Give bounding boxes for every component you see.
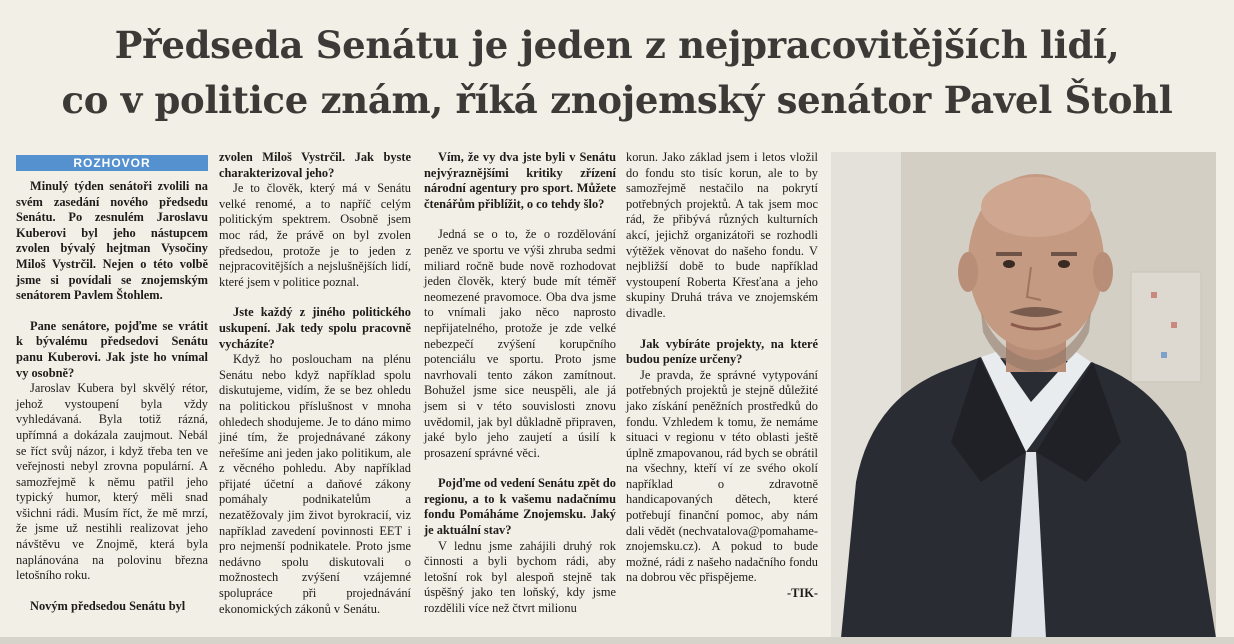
answer-6: Je pravda, že správné vytypování potřebných projektů je stejně důležité jako získání peněžních prostředků do fondu. Vzhledem k tomu, že nemáme situaci v regionu v této oblasti ještě úplně zmapovanou, rád bych se obrátil na všechny, kteří ví ze svého okolí například o zdravotně handicapovaných dětech, které potřebují finanční pomoc, aby nám dali vědět (nechvatalova@pomahame-znojemsku.cz). A pokud to bude možné, rádi z našeho nadačního fondu na dobrou věc přispějeme. — [626, 367, 818, 585]
portrait-illustration — [831, 152, 1216, 638]
answer-2: Je to člověk, který má v Senátu velké renomé, a to napříč celým politickým spektrem. Osobně jsem moc rád, že právě on byl zvolen předsedou, protože je to jeden z nejpracovitějších a nejslušnějších lidí, které jsem v politice poznal. — [219, 181, 411, 289]
answer-3: Když ho posloucham na plénu Senátu nebo když například spolu diskutujeme, vidím, že se bez ohledu na politickou příslušnost v mnoha ohledech shodujeme. Je to dáno mimo jiné tím, že projednávané zákony neřešíme ani jeden jako politikum, ale z věcného pohledu. Aby například přijaté účetní a daňové zákony pomáhaly podnikatelům a nezatěžovaly jim život byrokracií, viz například zavedení povinnosti EET i pro nejmenší podnikatele. Proto jsme nedávno spolu diskutovali o možnostech zvýšení vzájemné spolupráce při projednávání ekonomických zákonů v Senátu. — [219, 352, 411, 616]
answer-1: Jaroslav Kubera byl skvělý rétor, jehož vystoupení byla vždy vyhledávaná. Byla totiž rázná, upřímná a dokázala zaujmout. Nebál se říct svůj názor, i když třeba ten ve veřejnosti nebyl zrovna populární. A samozřejmě k němu patřil jeho typický humor, který měli snad všichni rádi. Musím říct, že mě mrzí, že jsme už nestihli realizovat jeho návštěvu ve Znojmě, která byla naplánována na polovinu března letošního roku. — [16, 381, 208, 583]
question-5: Pojďme od vedení Senátu zpět do regionu, a to k vašemu nadačnímu fondu Pomáháme Znojemsku. Jaký je aktuální stav? — [424, 476, 616, 538]
author-signature: -TIK- — [787, 586, 818, 601]
answer-5: V lednu jsme zahájili druhý rok činnosti a byli bychom rádi, aby letošní rok byl alespoň stejně tak úspěšný jako ten loňský, kdy jsme rozdělili více než čtvrt milionu — [424, 538, 616, 616]
senator-portrait-photo — [831, 152, 1216, 638]
column-4 — [626, 150, 818, 602]
page-bottom-rule — [0, 637, 1234, 644]
rubric-label: ROZHOVOR — [16, 155, 208, 171]
answer-4: Jedná se o to, že o rozdělování peněz ve sportu ve výši zhruba sedmi miliard ročně bude nově rozhodovat jeden člověk, který bude mít téměř neomezené pravomoce. Oba dva jsme to vnímali jako něco naprosto nepřijatelného, protože je zde velké nebezpečí zvýšení korupčního potenciálu ve sportu. Proto jsme navrhovali tento zákon zamítnout. Bohužel jsme sice neuspěli, ale já jsem si v této souvislosti znovu uvědomil, jak byl důkladně připraven, jaké bylo jeho zaujetí a úsilí k prosazení správné věci. — [424, 227, 616, 460]
question-1: Pane senátore, pojďme se vrátit k bývalému předsedovi Senátu panu Kuberovi. Jak jste ho vnímal vy osobně? — [16, 318, 208, 380]
headline-line-1: Předseda Senátu je jeden z nejpracovitějších lidí, — [114, 23, 1120, 67]
intro-lead: Minulý týden senátoři zvolili na svém zasedání nového předsedu Senátu. Po zesnulém Jaroslavu Kuberovi byl jeho nástupcem zvolen bývalý hejtman Vysočiny Miloš Vystrčil. Nejen o této volbě jsme si povídali se znojemským senátorem Pavlem Štohlem. — [16, 179, 208, 303]
question-2-end: zvolen Miloš Vystrčil. Jak byste charakterizoval jeho? — [219, 150, 411, 180]
question-4: Vím, že vy dva jste byli v Senátu nejvýraznějšími kritiky zřízení národní agentury pro sport. Můžete čtenářům přiblížit, o co tehdy šlo? — [424, 150, 616, 211]
column-3 — [424, 150, 616, 617]
column-1 — [16, 155, 208, 614]
headline-line-2: co v politice znám, říká znojemský senátor Pavel Štohl — [61, 78, 1173, 122]
headline — [14, 18, 1220, 128]
question-6: Jak vybíráte projekty, na které budou peníze určeny? — [626, 336, 818, 367]
question-2-start: Novým předsedou Senátu byl — [30, 598, 186, 613]
question-3: Jste každý z jiného politického uskupení. Jak tedy spolu pracovně vycházíte? — [219, 305, 411, 351]
answer-5-end: korun. Jako základ jsem i letos vložil do fondu sto tisíc korun, ale to by samozřejmě nestačilo na pokrytí potřebných projektů. A tak jsem moc rád, že přibývá různých kulturních akcí, jejichž organizátoři se rozhodli výtěžek věnovat do našeho fondu. V nejbližší době to bude například vystoupení Roberta Křesťana a jeho skupiny Druhá tráva ve znojemském divadle. — [626, 150, 818, 320]
column-2 — [219, 150, 411, 617]
